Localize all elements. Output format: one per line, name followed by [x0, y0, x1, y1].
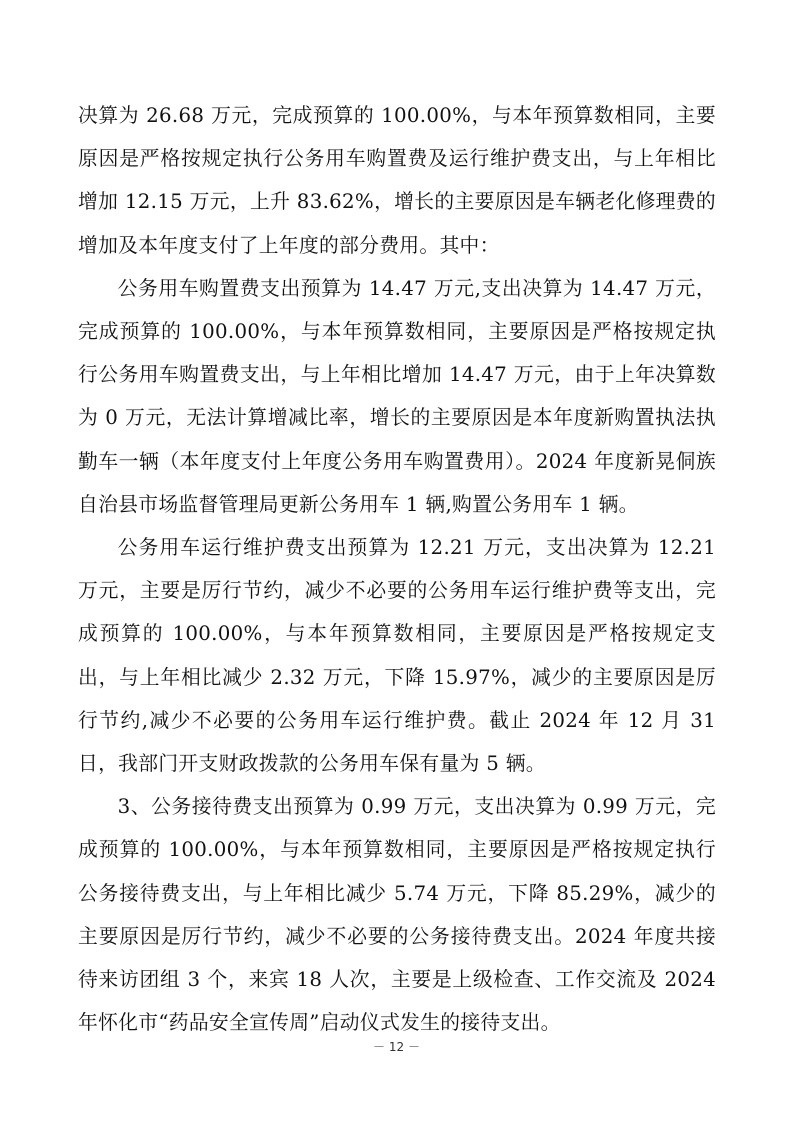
paragraph-vehicle-purchase: 公务用车购置费支出预算为 14.47 万元,支出决算为 14.47 万元，完成预算的 100.00%，与本年预算数相同，主要原因是严格按规定执行公务用车购置费支出，与上年相比增加 14.47 万元，由于上年决算数为 0 万元，无法计算增减比率，增长的主要原因是本年度新购置执法执勤车一辆（本年度支付上年度公务用车购置费用）。2024 年度新晃侗族自治县市场监督管理局更新公务用车 1 辆,购置公务用车 1 辆。 [78, 276, 716, 516]
page-number: － 12 － [373, 1040, 420, 1054]
paragraph-vehicle-summary: 决算为 26.68 万元，完成预算的 100.00%，与本年预算数相同，主要原因是严格按规定执行公务用车购置费及运行维护费支出，与上年相比增加 12.15 万元，上升 83.62%，增长的主要原因是车辆老化修理费的增加及本年度支付了上年度的部分费用。其中： [78, 104, 716, 257]
document-body [78, 94, 716, 1044]
paragraph-reception-expense: 3、公务接待费支出预算为 0.99 万元，支出决算为 0.99 万元，完成预算的 100.00%，与本年预算数相同，主要原因是严格按规定执行公务接待费支出，与上年相比减少 5.74 万元，下降 85.29%，减少的主要原因是厉行节约，减少不必要的公务接待费支出。2024 年度共接待来访团组 3 个，来宾 18 人次，主要是上级检查、工作交流及 2024 年怀化市“药品安全宣传周”启动仪式发生的接待支出。 [78, 795, 716, 1035]
paragraph-vehicle-maintenance: 公务用车运行维护费支出预算为 12.21 万元，支出决算为 12.21 万元，主要是厉行节约，减少不必要的公务用车运行维护费等支出，完成预算的 100.00%，与本年预算数相同，主要原因是严格按规定支出，与上年相比减少 2.32 万元，下降 15.97%，减少的主要原因是厉行节约,减少不必要的公务用车运行维护费。截止 2024 年 12 月 31 日，我部门开支财政拨款的公务用车保有量为 5 辆。 [78, 536, 716, 776]
